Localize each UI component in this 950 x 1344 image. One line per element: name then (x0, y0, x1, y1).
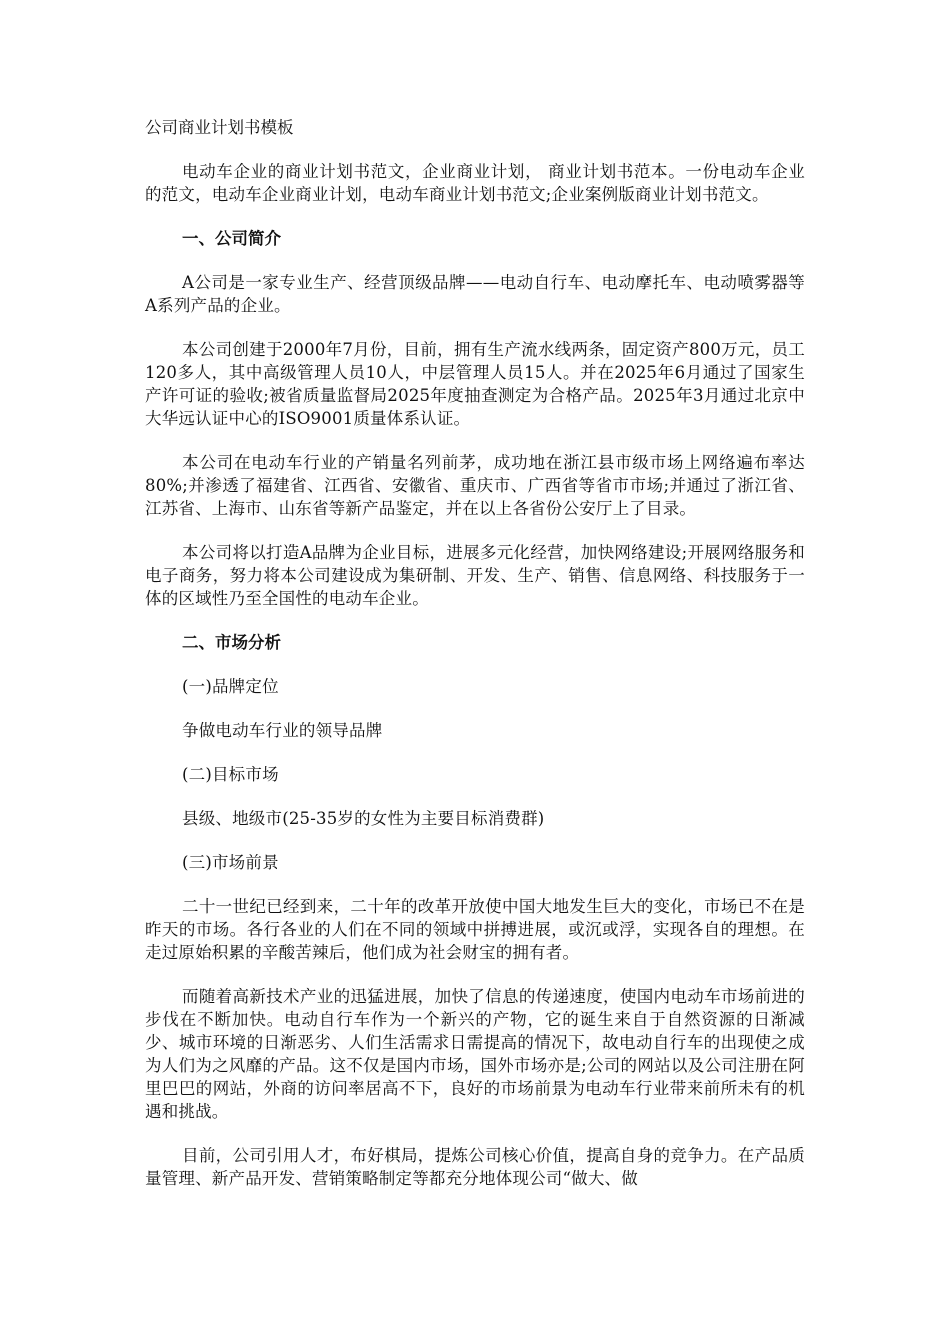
company-profile-paragraph-3: 本公司在电动车行业的产销量名列前茅，成功地在浙江县市级市场上网络遍布率达80%;并渗透了福建省、江西省、安徽省、重庆市、广西省等省市市场;并通过了浙江省、江苏省、上海市、山东省等新产品鉴定，并在以上各省份公安厅上了目录。 (145, 453, 805, 518)
market-outlook-paragraph-2: 而随着高新技术产业的迅猛进展，加快了信息的传递速度，使国内电动车市场前进的步伐在不断加快。电动自行车作为一个新兴的产物，它的诞生来自于自然资源的日渐减少、城市环境的日渐恶劣、人们生活需求日需提高的情况下，故电动自行车的出现使之成为人们为之风靡的产品。这不仅是国内市场，国外市场亦是;公司的网站以及公司注册在阿里巴巴的网站，外商的访问率居高不下，良好的市场前景为电动车行业带来前所未有的机遇和挑战。 (145, 987, 805, 1121)
section-heading-company-profile: 一、公司简介 (182, 229, 281, 248)
market-outlook-paragraph-1: 二十一世纪已经到来，二十年的改革开放使中国大地发生巨大的变化，市场已不在是昨天的市场。各行各业的人们在不同的领域中拼搏进展，或沉或浮，实现各自的理想。在走过原始积累的辛酸苦辣后，他们成为社会财宝的拥有者。 (145, 897, 805, 962)
brand-positioning-text: 争做电动车行业的领导品牌 (182, 721, 383, 740)
document-title: 公司商业计划书模板 (145, 118, 294, 137)
company-profile-paragraph-1: A公司是一家专业生产、经营顶级品牌——电动自行车、电动摩托车、电动喷雾器等A系列产品的企业。 (145, 273, 805, 315)
company-profile-paragraph-4: 本公司将以打造A品牌为企业目标，进展多元化经营，加快网络建设;开展网络服务和电子商务，努力将本公司建设成为集研制、开发、生产、销售、信息网络、科技服务于一体的区域性乃至全国性的电动车企业。 (145, 543, 805, 608)
document-page (145, 116, 805, 1190)
subsection-title-target-market: (二)目标市场 (182, 765, 279, 784)
target-market-text: 县级、地级市(25-35岁的女性为主要目标消费群) (182, 809, 545, 828)
intro-paragraph: 电动车企业的商业计划书范文，企业商业计划， 商业计划书范本。一份电动车企业的范文，电动车企业商业计划，电动车商业计划书范文;企业案例版商业计划书范文。 (145, 162, 805, 204)
subsection-title-market-outlook: (三)市场前景 (182, 853, 279, 872)
market-outlook-paragraph-3: 目前，公司引用人才，布好棋局，提炼公司核心价值，提高自身的竞争力。在产品质量管理、新产品开发、营销策略制定等都充分地体现公司“做大、做 (145, 1146, 805, 1188)
section-heading-market-analysis: 二、市场分析 (182, 633, 281, 652)
company-profile-paragraph-2: 本公司创建于2000年7月份，目前，拥有生产流水线两条，固定资产800万元，员工120多人，其中高级管理人员10人，中层管理人员15人。并在2025年6月通过了国家生产许可证的验收;被省质量监督局2025年度抽查测定为合格产品。2025年3月通过北京中大华远认证中心的ISO9001质量体系认证。 (145, 340, 805, 428)
subsection-title-brand-positioning: (一)品牌定位 (182, 677, 279, 696)
